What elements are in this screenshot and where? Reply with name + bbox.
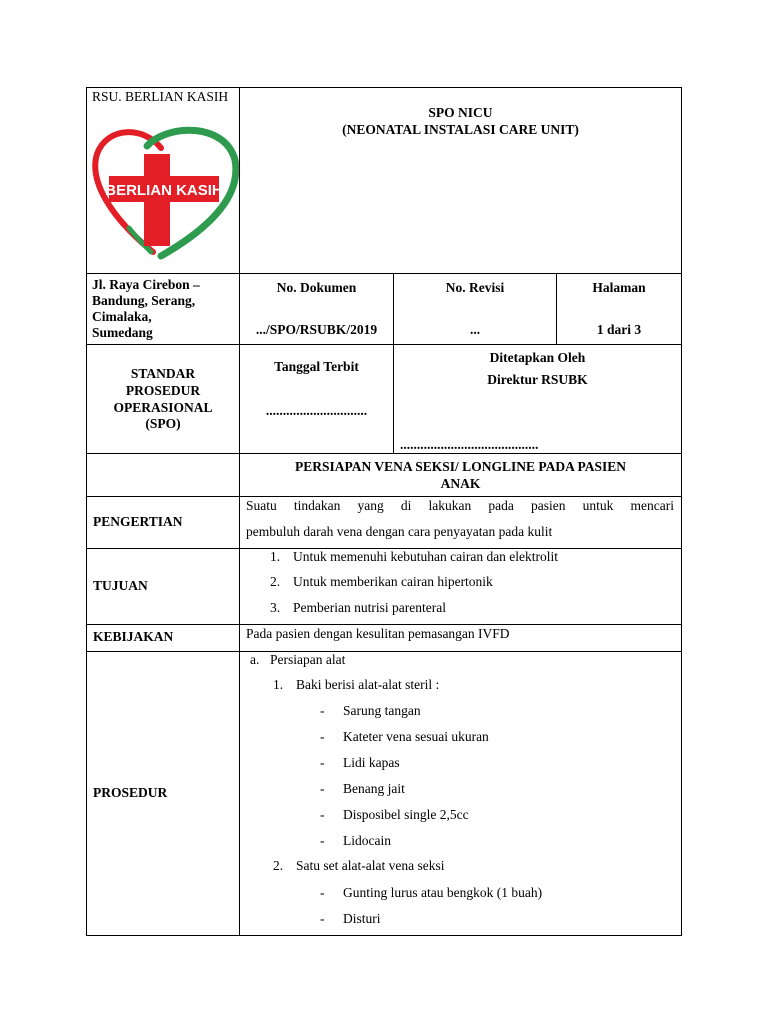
section-a-text: Persiapan alat xyxy=(270,652,346,667)
pengertian-text-line2: pembuluh darah vena dengan cara penyayatan pada kulit xyxy=(246,524,553,539)
list-dash: - xyxy=(320,703,325,718)
doc-no-value: .../SPO/RSUBK/2019 xyxy=(255,322,378,337)
list-dash: - xyxy=(320,807,325,822)
list-dash: - xyxy=(320,755,325,770)
tujuan-item-text: Pemberian nutrisi parenteral xyxy=(293,600,446,615)
hospital-name-line1: RSU. BERLIAN KASIH xyxy=(92,89,229,104)
list-dash: - xyxy=(320,833,325,848)
group2-text: Satu set alat-alat vena seksi xyxy=(296,858,445,873)
spo-label-line: OPERASIONAL xyxy=(113,400,213,415)
approved-by-label: Ditetapkan Oleh xyxy=(489,350,586,365)
list-item: Benang jait xyxy=(343,781,405,796)
row-divider xyxy=(86,651,682,652)
list-item: Kateter vena sesuai ukuran xyxy=(343,729,489,744)
spo-label-line: STANDAR xyxy=(130,366,196,381)
group1-num: 1. xyxy=(273,677,284,692)
row-divider xyxy=(86,624,682,625)
berlian-kasih-logo xyxy=(89,124,239,260)
table-border-bottom xyxy=(86,935,682,936)
column-divider xyxy=(239,87,240,936)
list-item: Lidi kapas xyxy=(343,755,400,770)
spo-label-line: (SPO) xyxy=(145,416,181,431)
row-divider xyxy=(86,496,682,497)
approved-by-director: Direktur RSUBK xyxy=(487,372,588,387)
address-line: Jl. Raya Cirebon – xyxy=(92,277,200,292)
kebijakan-text: Pada pasien dengan kesulitan pemasangan IVFD xyxy=(246,626,510,641)
list-dash: - xyxy=(320,885,325,900)
pengertian-label: PENGERTIAN xyxy=(93,514,183,529)
section-a-num: a. xyxy=(250,652,260,667)
address-line: Cimalaka, xyxy=(92,309,152,324)
page-value: 1 dari 3 xyxy=(596,322,642,337)
row-divider xyxy=(86,273,682,274)
group2-num: 2. xyxy=(273,858,284,873)
spo-subtitle: (NEONATAL INSTALASI CARE UNIT) xyxy=(342,122,579,137)
revision-label: No. Revisi xyxy=(445,280,505,295)
address-line: Sumedang xyxy=(92,325,153,340)
tujuan-item-text: Untuk memberikan cairan hipertonik xyxy=(293,574,493,589)
tujuan-item-num: 1. xyxy=(270,549,281,564)
row-divider xyxy=(86,344,682,345)
spo-title: SPO NICU xyxy=(428,105,493,120)
tujuan-item-text: Untuk memenuhi kebutuhan cairan dan elektrolit xyxy=(293,549,559,564)
list-item: Lidocain xyxy=(343,833,391,848)
kebijakan-label: KEBIJAKAN xyxy=(93,629,174,644)
list-item: Disturi xyxy=(343,911,381,926)
issue-date-value: .............................. xyxy=(265,403,368,418)
signature-line: ......................................... xyxy=(400,437,539,452)
list-dash: - xyxy=(320,911,325,926)
tujuan-label: TUJUAN xyxy=(93,578,148,593)
row-divider xyxy=(86,453,682,454)
list-item: Gunting lurus atau bengkok (1 buah) xyxy=(343,885,543,900)
list-item: Sarung tangan xyxy=(343,703,421,718)
list-dash: - xyxy=(320,729,325,744)
table-border-top xyxy=(86,87,682,88)
tujuan-item-num: 3. xyxy=(270,600,281,615)
procedure-title-line1: PERSIAPAN VENA SEKSI/ LONGLINE PADA PASIEN xyxy=(295,459,626,474)
address-line: Bandung, Serang, xyxy=(92,293,196,308)
issue-date-label: Tanggal Terbit xyxy=(274,359,359,374)
logo-text: BERLIAN KASIH xyxy=(105,182,223,199)
group1-text: Baki berisi alat-alat steril : xyxy=(296,677,440,692)
tujuan-item-num: 2. xyxy=(270,574,281,589)
procedure-title-line2: ANAK xyxy=(440,476,481,491)
spo-label-line: PROSEDUR xyxy=(125,383,201,398)
page-label: Halaman xyxy=(592,280,646,295)
pengertian-text-line1: Suatu tindakan yang di lakukan pada pasien untuk mencari xyxy=(246,498,674,513)
table-border-right xyxy=(681,87,682,936)
doc-no-label: No. Dokumen xyxy=(276,280,357,295)
revision-value: ... xyxy=(469,322,481,337)
list-item: Disposibel single 2,5cc xyxy=(343,807,469,822)
list-dash: - xyxy=(320,781,325,796)
prosedur-label: PROSEDUR xyxy=(93,785,168,800)
table-border-left xyxy=(86,87,87,936)
